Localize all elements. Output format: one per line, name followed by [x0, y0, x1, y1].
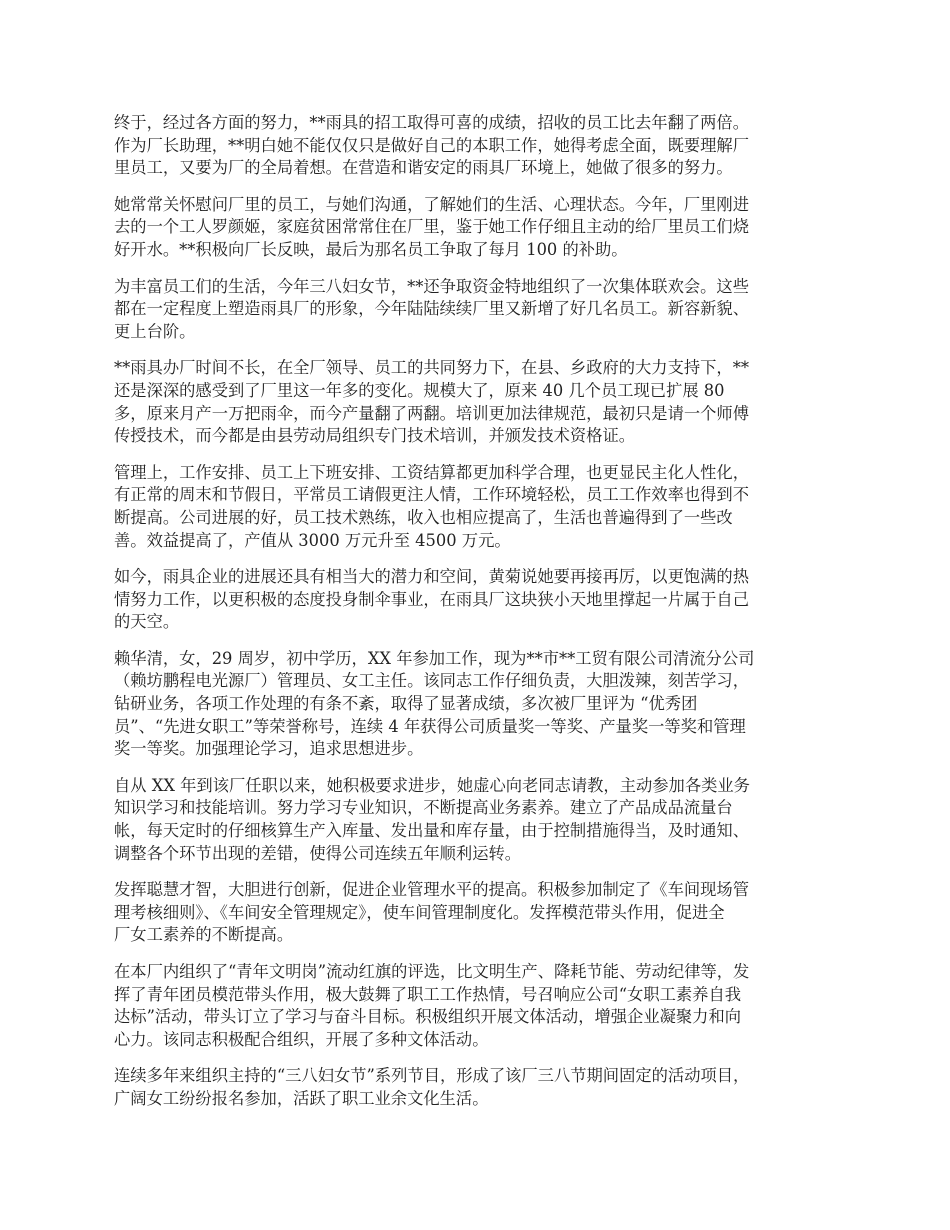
text-line: 广阔女工纷纷报名参加，活跃了职工业余文化生活。 [114, 1088, 489, 1108]
paragraph [114, 961, 844, 1051]
text-line: 都在一定程度上塑造雨具厂的形象，今年陆陆续续厂里又新增了好几名员工。新容新貌、 [114, 299, 749, 319]
text-line: 帐，每天定时的仔细核算生产入库量、发出量和库存量，由于控制措施得当，及时通知、 [114, 821, 749, 841]
text-line: 终于，经过各方面的努力，**雨具的招工取得可喜的成绩，招收的员工比去年翻了两倍。 [114, 113, 749, 132]
text-line: 作为厂长助理，**明白她不能仅仅只是做好自己的本职工作，她得考虑全面，既要理解厂 [114, 135, 749, 155]
paragraph [114, 648, 844, 761]
document-body [114, 112, 844, 1125]
text-line: 好开水。**积极向厂长反映，最后为那名员工争取了每月 100 的补助。 [114, 239, 628, 259]
text-line: 钻研业务，各项工作处理的有条不紊，取得了显著成绩，多次被厂里评为 “优秀团 [114, 694, 698, 714]
paragraph [114, 276, 844, 344]
text-line: 更上台阶。 [114, 321, 196, 341]
text-line: 有正常的周末和节假日，平常员工请假更注人情，工作环境轻松，员工工作效率也得到不 [114, 485, 749, 505]
text-line: 里员工，又要为厂的全局着想。在营造和谐安定的雨具厂环境上，她做了很多的努力。 [114, 158, 733, 178]
text-line: （赖坊鹏程电光源厂）管理员、女工主任。该同志工作仔细负责，大胆泼辣，刻苦学习， [114, 671, 749, 691]
text-line: 厂女工素养的不断提高。 [114, 925, 294, 945]
paragraph [114, 1065, 844, 1110]
text-line: 如今，雨具企业的进展还具有相当大的潜力和空间，黄菊说她要再接再厉，以更饱满的热 [114, 567, 749, 587]
text-line: 为丰富员工们的生活，今年三八妇女节，**还争取资金特地组织了一次集体联欢会。这些 [114, 276, 749, 296]
paragraph [114, 566, 844, 634]
text-line: 自从 XX 年到该厂任职以来，她积极要求进步，她虚心向老同志请教，主动参加各类业务 [114, 775, 750, 795]
text-line: 善。效益提高了，产值从 3000 万元升至 4500 万元。 [114, 530, 511, 550]
text-line: 达标”活动，带头订立了学习与奋斗目标。积极组织开展文体活动，增强企业凝聚力和向 [114, 1007, 742, 1027]
paragraph [114, 775, 844, 865]
text-line: 赖华清，女，29 周岁，初中学历，XX 年参加工作，现为**市**工贸有限公司清流分公司 [114, 648, 755, 668]
text-line: 发挥聪慧才智，大胆进行创新，促进企业管理水平的提高。积极参加制定了《车间现场管 [114, 880, 749, 900]
text-line: **雨具办厂时间不长，在全厂领导、员工的共同努力下，在县、乡政府的大力支持下，** [114, 358, 749, 378]
text-line: 去的一个工人罗颜姬，家庭贫困常常住在厂里，鉴于她工作仔细且主动的给厂里员工们烧 [114, 217, 749, 237]
paragraph [114, 357, 844, 447]
paragraph [114, 879, 844, 947]
text-line: 的天空。 [114, 612, 180, 632]
paragraph [114, 194, 844, 262]
text-line: 奖一等奖。加强理论学习，追求思想进步。 [114, 739, 424, 759]
text-line: 调整各个环节出现的差错，使得公司连续五年顺利运转。 [114, 843, 522, 863]
text-line: 管理上，工作安排、员工上下班安排、工资结算都更加科学合理，也更显民主化人性化， [114, 462, 749, 482]
paragraph-list [114, 112, 844, 1111]
text-line: 理考核细则》、《车间安全管理规定》，使车间管理制度化。发挥模范带头作用，促进全 [114, 902, 725, 922]
text-line: 情努力工作，以更积极的态度投身制伞事业，在雨具厂这块狭小天地里撑起一片属于自己 [114, 589, 749, 609]
text-line: 在本厂内组织了“青年文明岗”流动红旗的评选，比文明生产、降耗节能、劳动纪律等，发 [114, 962, 750, 981]
text-line: 她常常关怀慰问厂里的员工，与她们沟通，了解她们的生活、心理状态。今年，厂里刚进 [114, 194, 749, 214]
text-line: 挥了青年团员模范带头作用，极大鼓舞了职工工作热情，号召响应公司“女职工素养自我 [114, 984, 742, 1004]
paragraph [114, 112, 844, 180]
text-line: 传授技术，而今都是由县劳动局组织专门技术培训，并颁发技术资格证。 [114, 426, 636, 446]
text-line: 知识学习和技能培训。努力学习专业知识，不断提高业务素养。建立了产品成品流量台 [114, 798, 733, 818]
text-line: 还是深深的感受到了厂里这一年多的变化。规模大了，原来 40 几个员工现已扩展 80 [114, 380, 725, 400]
text-line: 断提高。公司进展的好，员工技术熟练，收入也相应提高了，生活也普遍得到了一些改 [114, 507, 733, 527]
paragraph [114, 462, 844, 552]
text-line: 员”、“先进女职工”等荣誉称号，连续 4 年获得公司质量奖一等奖、产量奖一等奖和管理 [114, 716, 746, 736]
text-line: 心力。该同志积极配合组织，开展了多种文体活动。 [114, 1029, 489, 1049]
text-line: 多，原来月产一万把雨伞，而今产量翻了两翻。培训更加法律规范，最初只是请一个师傅 [114, 403, 749, 423]
text-line: 连续多年来组织主持的“三八妇女节”系列节目，形成了该厂三八节期间固定的活动项目， [114, 1066, 750, 1086]
